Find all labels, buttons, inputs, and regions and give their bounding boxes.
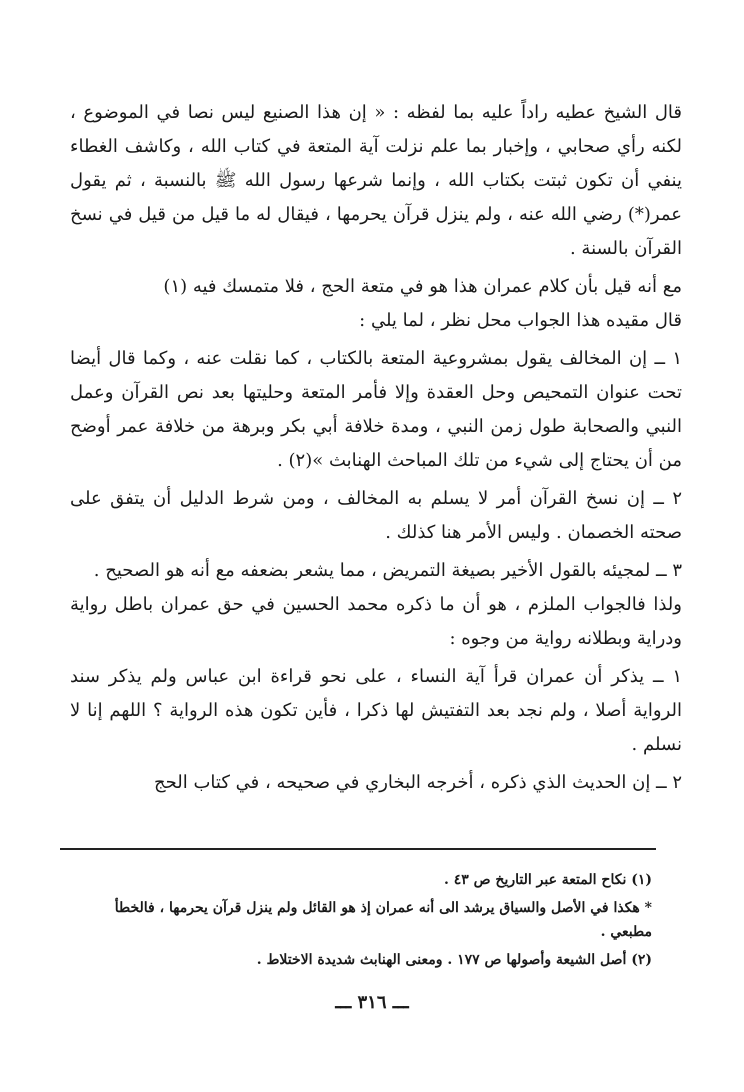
paragraph-point-1: ١ ــ إن المخالف يقول بمشروعية المتعة بالكتاب ، كما نقلت عنه ، وكما قال أيضا تحت عنوان التمحيص وحل العقدة وإلا فأمر المتعة وحليتها بعد نص القرآن وعمل النبي والصحابة طول زمن النبي ، ومدة خلافة أبي بكر وبرهة من خلافة عمر أوضح من أن يحتاج إلى شيء من تلك المباحث الهنابث »(٢) .: [70, 348, 682, 471]
paragraph-note: مع أنه قيل بأن كلام عمران هذا هو في متعة الحج ، فلا متمسك فيه (١): [163, 276, 682, 297]
footnote-star: * هكذا في الأصل والسياق يرشد الى أنه عمران إذ هو القائل ولم ينزل قرآن يحرمها ، فالخطأ مطبعي .: [114, 900, 652, 940]
footnote-divider: [60, 848, 656, 850]
page-number: ـــ ٣١٦ ـــ: [335, 992, 409, 1013]
paragraph-reason-2: ٢ ــ إن الحديث الذي ذكره ، أخرجه البخاري في صحيحه ، في كتاب الحج: [154, 772, 682, 793]
paragraph-quote: قال الشيخ عطيه راداً عليه بما لفظه : « إن هذا الصنيع ليس نصا في الموضوع ، لكنه رأي صحابي ، وإخبار بما علم نزلت آية المتعة في كتاب الله ، وكاشف الغطاء ينفي أن تكون ثبتت بكتاب الله ، وإنما شرعها رسول الله ﷺ بالنسبة ، ثم يقول عمر(*) رضي الله عنه ، ولم ينزل قرآن يحرمها ، فيقال له ما قيل من قيل في نسخ القرآن بالسنة .: [70, 102, 682, 259]
paragraph-answer: ولذا فالجواب الملزم ، هو أن ما ذكره محمد الحسين في حق عمران باطل رواية ودراية وبطلانه رواية من وجوه :: [70, 594, 682, 649]
paragraph-reason-1: ١ ــ يذكر أن عمران قرأ آية النساء ، على نحو قراءة ابن عباس ولم يذكر سند الرواية أصلا ، ولم نجد بعد التفتيش لها ذكرا ، فأين تكون هذه الرواية ؟ اللهم إنا لا نسلم .: [70, 666, 682, 755]
footnotes: [70, 868, 652, 976]
footnote-1: (١) نكاح المتعة عبر التاريخ ص ٤٣ .: [443, 872, 652, 888]
footnote-2: (٢) أصل الشيعة وأصولها ص ١٧٧ . ومعنى الهنابث شديدة الاختلاط .: [256, 952, 652, 968]
paragraph-intro: قال مقيده هذا الجواب محل نظر ، لما يلي :: [359, 310, 682, 331]
paragraph-point-3: ٣ ــ لمجيئه بالقول الأخير بصيغة التمريض ، مما يشعر بضعفه مع أنه هو الصحيح .: [93, 560, 682, 581]
paragraph-point-2: ٢ ــ إن نسخ القرآن أمر لا يسلم به المخالف ، ومن شرط الدليل أن يتفق على صحته الخصمان . وليس الأمر هنا كذلك .: [70, 488, 682, 543]
main-text: [70, 96, 682, 800]
